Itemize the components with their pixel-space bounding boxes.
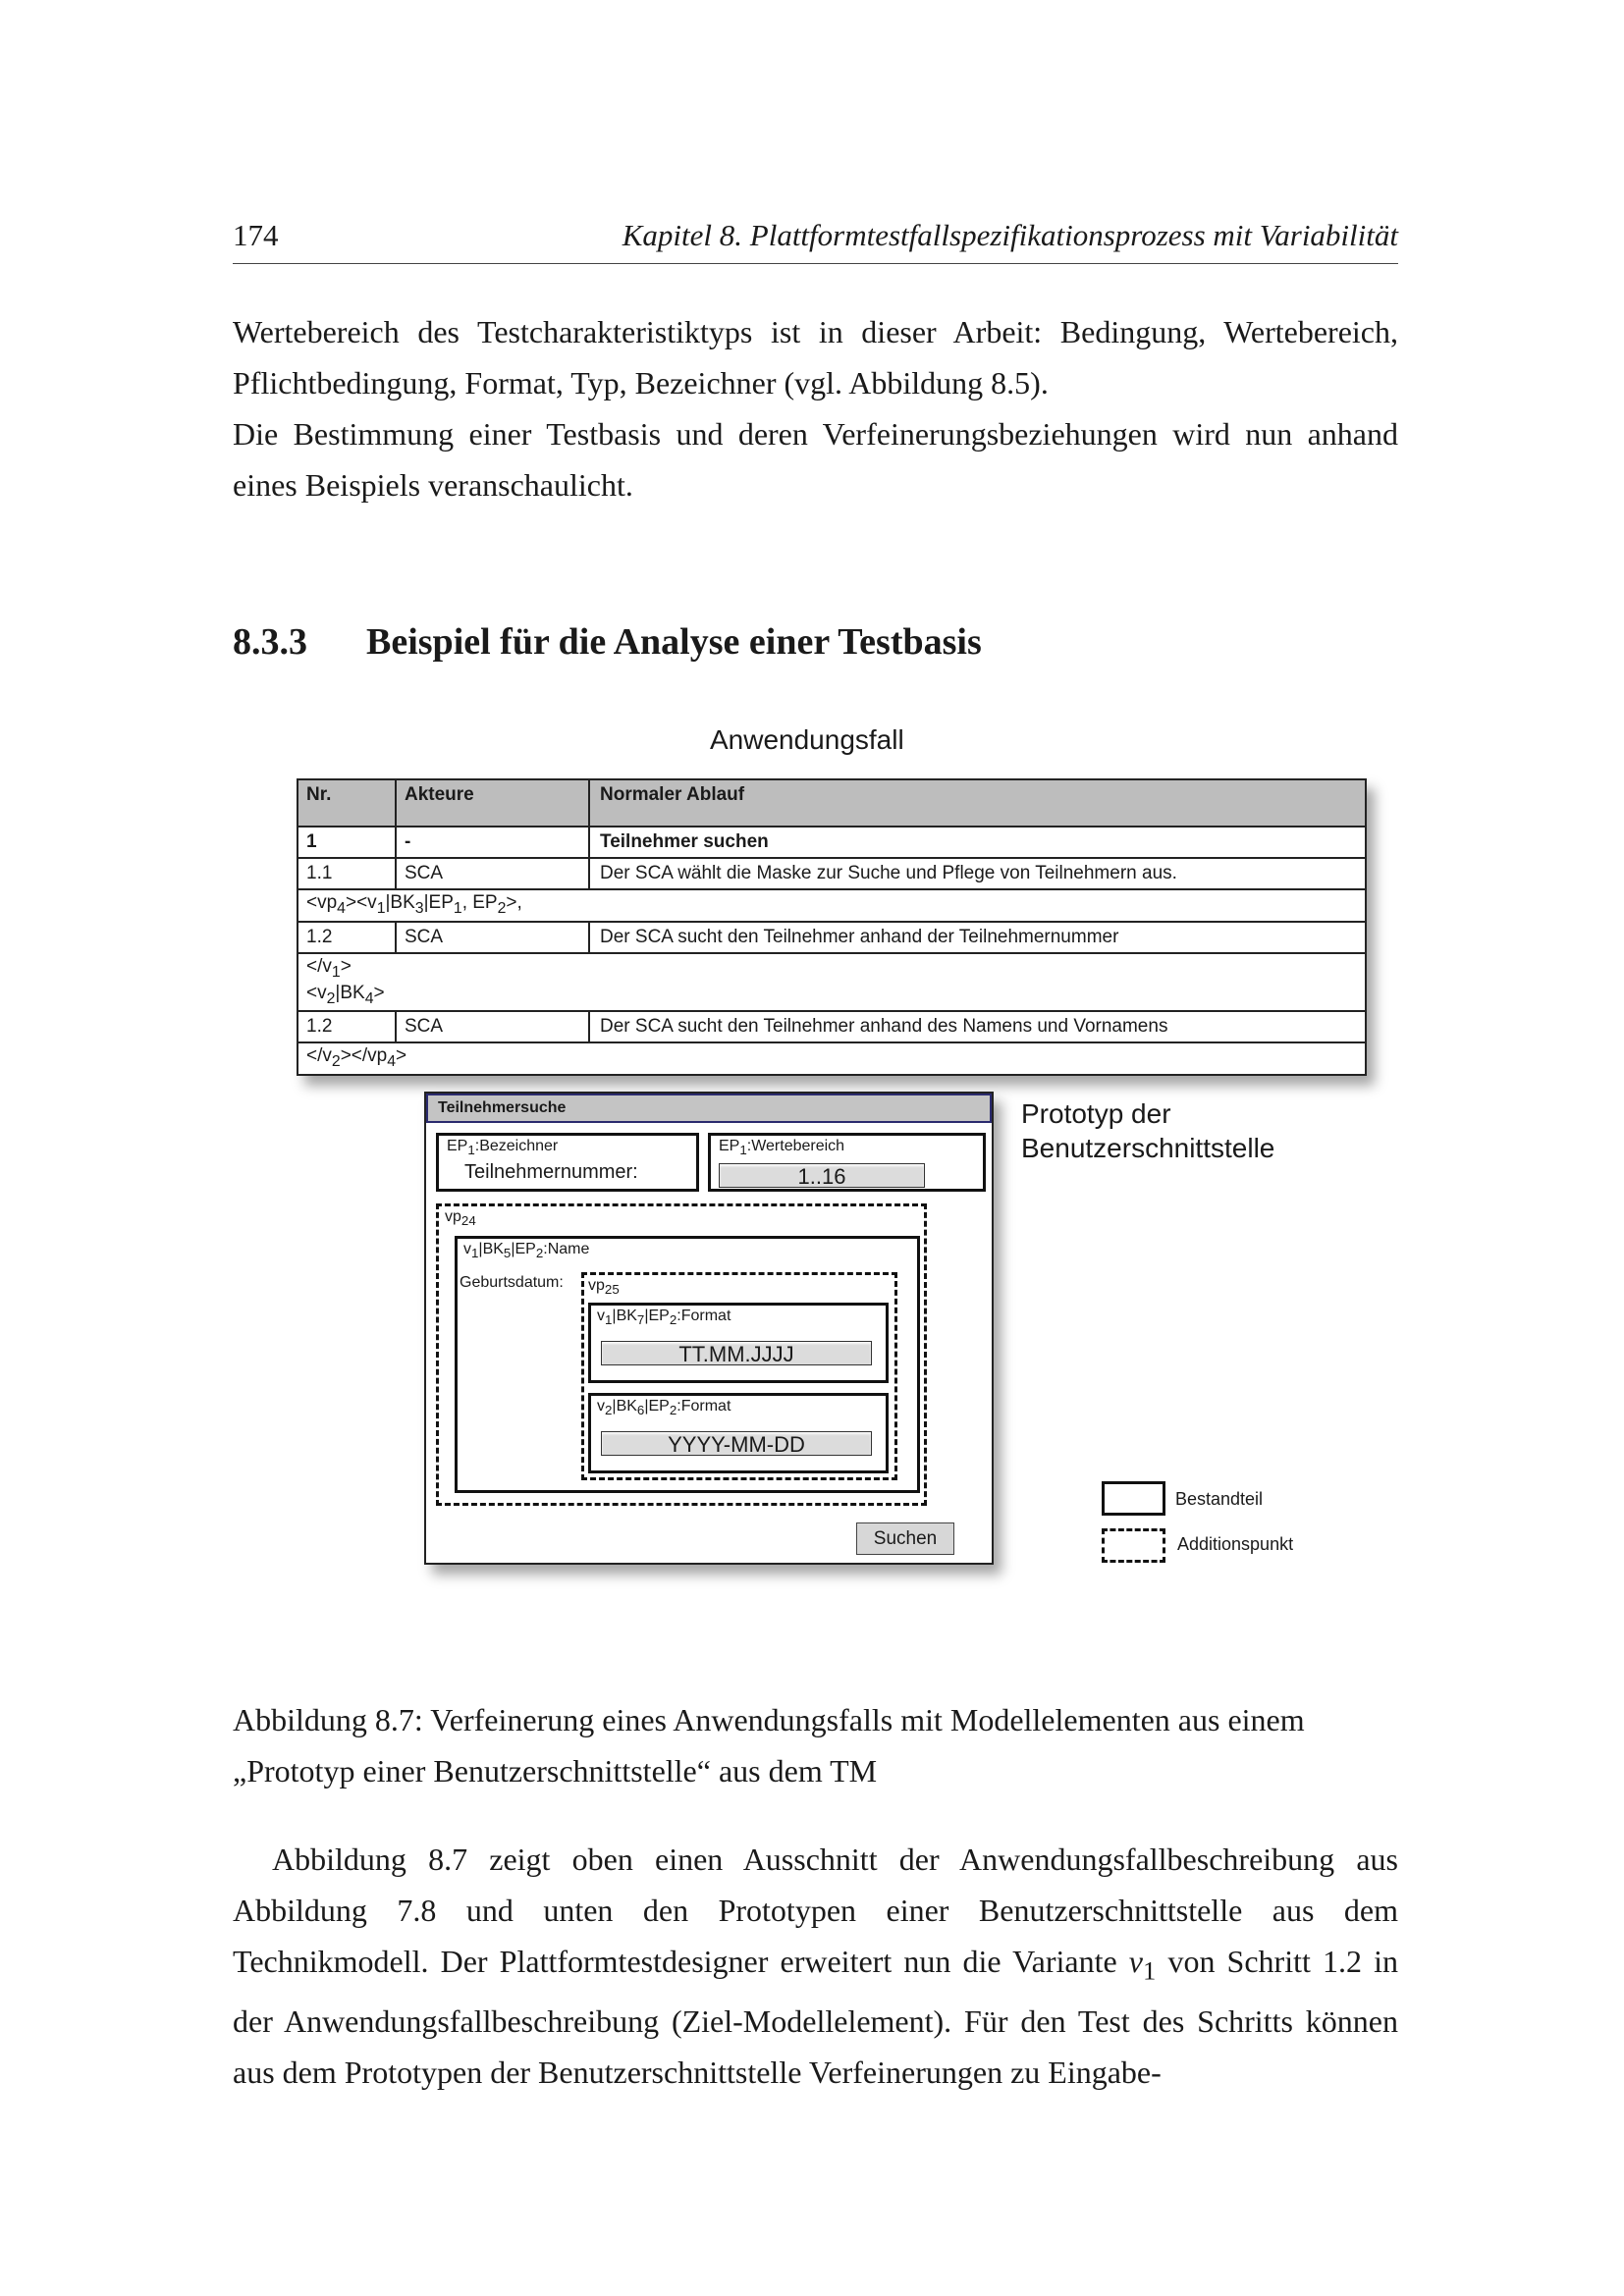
legend-dashed-label: Additionspunkt xyxy=(1177,1534,1294,1554)
cell-nr: 1.2 xyxy=(298,1012,397,1041)
header-nr: Nr. xyxy=(298,780,397,826)
header-ablauf: Normaler Ablauf xyxy=(600,784,745,805)
intro-paragraph-2: Die Bestimmung einer Testbasis und deren Verfeinerungsbeziehungen wird nun anhand eines Beispiels veranschaulicht. xyxy=(233,416,1398,503)
body-paragraph xyxy=(233,1834,1398,2098)
legend-dashed-swatch xyxy=(1102,1528,1165,1563)
cell-flow: Der SCA sucht den Teilnehmer anhand des Namens und Vornamens xyxy=(600,1016,1168,1038)
variant-symbol: v xyxy=(1128,1944,1143,1979)
use-case-table xyxy=(297,778,1367,1076)
prototype-caption-line-2: Benutzerschnittstelle xyxy=(1021,1133,1275,1163)
table-row xyxy=(298,923,1365,954)
variant-switch-marker: $</v_1>$ $<v_2|BK_4>$ xyxy=(306,955,385,1007)
table-row xyxy=(298,828,1365,859)
prototype-window xyxy=(424,1092,994,1565)
legend-solid-label: Bestandteil xyxy=(1175,1489,1264,1509)
figure-caption-line-2: „Prototyp einer Benutzerschnittstelle“ aus dem TM xyxy=(233,1753,878,1789)
cell-nr: 1.1 xyxy=(298,859,397,888)
variant-switch-row xyxy=(298,954,1365,1013)
v2-bk6-ep2-format-box xyxy=(588,1393,889,1473)
cell-actor: SCA xyxy=(397,923,590,952)
section-title: Beispiel für die Analyse einer Testbasis xyxy=(366,621,982,663)
cell-nr: 1 xyxy=(298,828,397,857)
v1-bk7-ep2-format-label: $v_1|BK_7|EP_2:Format$ xyxy=(597,1308,731,1328)
page-number: 174 xyxy=(233,218,279,252)
vp24-box xyxy=(436,1203,927,1506)
variant-subscript: 1 xyxy=(1143,1955,1157,1986)
ep1-bezeichner-label: $EP_1:Bezeichner$ xyxy=(447,1138,559,1158)
vp24-label: $vp_{24}$ xyxy=(445,1208,476,1229)
table-row xyxy=(298,1012,1365,1043)
section-number: 8.3.3 xyxy=(233,621,307,663)
ep1-wertebereich-label: $EP_1:Wertebereich$ xyxy=(719,1138,845,1158)
cell-actor: - xyxy=(397,828,590,857)
cell-actor: SCA xyxy=(397,1012,590,1041)
cell-actor: SCA xyxy=(397,859,590,888)
v1-bk5-ep2-name-box xyxy=(455,1236,920,1493)
ep1-wertebereich-box xyxy=(708,1133,986,1192)
cell-flow: Der SCA sucht den Teilnehmer anhand der Teilnehmernummer xyxy=(600,926,1119,947)
cell-flow: Der SCA wählt die Maske zur Suche und Pflege von Teilnehmern aus. xyxy=(600,863,1177,883)
legend xyxy=(1102,1481,1337,1570)
v1-bk7-ep2-format-box xyxy=(588,1303,889,1383)
prototype-caption-line-1: Prototyp der xyxy=(1021,1098,1171,1129)
intro-text xyxy=(233,306,1398,510)
variation-point-close-row xyxy=(298,1043,1365,1074)
teilnehmernummer-label: Teilnehmernummer: xyxy=(464,1161,638,1183)
geburtsdatum-label: Geburtsdatum: xyxy=(460,1274,564,1291)
figure-title: Anwendungsfall xyxy=(710,724,904,755)
header-akteure: Akteure xyxy=(397,780,590,826)
prototype-caption xyxy=(1021,1096,1274,1165)
v1-bk5-ep2-name-label: $v_1|BK_5|EP_2:Name$ xyxy=(463,1241,590,1261)
ep1-bezeichner-box xyxy=(436,1133,699,1192)
figure-caption xyxy=(233,1694,1398,1796)
variation-point-open-row xyxy=(298,890,1365,923)
table-header-row xyxy=(298,780,1365,828)
section-heading xyxy=(233,620,982,664)
header-rule xyxy=(233,263,1398,264)
suchen-button[interactable]: Suchen xyxy=(856,1522,954,1555)
v2-bk6-ep2-format-label: $v_2|BK_6|EP_2:Format$ xyxy=(597,1398,731,1418)
format-field-1[interactable]: TT.MM.JJJJ xyxy=(601,1341,872,1365)
figure-caption-line-1: Abbildung 8.7: Verfeinerung eines Anwendungsfalls mit Modellelementen aus einem xyxy=(233,1702,1305,1737)
cell-nr: 1.2 xyxy=(298,923,397,952)
vp25-label: $vp_{25}$ xyxy=(588,1277,620,1298)
intro-paragraph-1: Wertebereich des Testcharakteristiktyps ist in dieser Arbeit: Bedingung, Wertebereich, Pflichtbedingung, Format, Typ, Bezeichner (vgl. Abbildung 8.5). xyxy=(233,314,1398,400)
prototype-title-bar: Teilnehmersuche xyxy=(426,1094,992,1123)
body-text-part-2: von Schritt 1.2 in der Anwendungsfallbeschreibung (Ziel-Modellelement). Für den Test des Schritts können aus dem Prototypen der Benutzerschnittstelle Verfeinerungen zu Eingabe- xyxy=(233,1944,1399,2091)
running-header: Kapitel 8. Plattformtestfallspezifikationsprozess mit Variabilität xyxy=(622,218,1398,252)
wertebereich-field[interactable]: 1..16 xyxy=(719,1163,925,1188)
cell-flow: Teilnehmer suchen xyxy=(600,831,769,852)
body-text-part-1: Abbildung 8.7 zeigt oben einen Ausschnitt der Anwendungsfallbeschreibung aus Abbildung 7.8 und unten den Prototypen einer Benutzerschnittstelle aus dem Technikmodell. Der Plattformtestdesigner erweitert nun die Variante xyxy=(233,1842,1398,1979)
vp4-close-marker: $</v_2></vp_4>$ xyxy=(306,1045,407,1071)
vp25-box xyxy=(581,1272,897,1480)
legend-solid-swatch xyxy=(1102,1481,1165,1516)
format-field-2[interactable]: YYYY-MM-DD xyxy=(601,1431,872,1456)
vp4-open-marker: $<vp_4><v_1|BK_3|EP_1$, $EP_2>$, xyxy=(306,892,522,917)
table-row xyxy=(298,859,1365,890)
